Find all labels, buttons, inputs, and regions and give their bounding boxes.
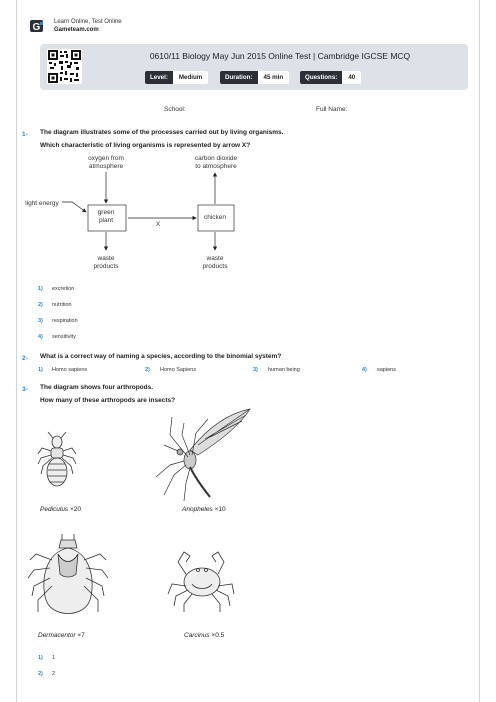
questions-label: Questions: [300, 71, 342, 84]
questions-badge [300, 71, 361, 84]
option-number: 3) [253, 367, 258, 373]
answer-option[interactable]: respiration [52, 318, 78, 324]
option-number: 3) [38, 318, 43, 324]
answer-option[interactable]: sensitivity [52, 334, 76, 340]
brand[interactable] [30, 18, 122, 34]
option-number: 2) [38, 671, 43, 677]
light-energy-label: light energy [25, 200, 59, 207]
test-title: 0610/11 Biology May Jun 2015 Online Test | Cambridge IGCSE MCQ [149, 51, 411, 61]
brand-text [54, 18, 122, 34]
level-badge [145, 71, 208, 84]
co2-label: carbon dioxide [194, 155, 238, 162]
chicken-label: chicken [203, 214, 227, 221]
answer-option[interactable]: 2 [52, 671, 56, 677]
figure-caption: Dermacentor ×7 [38, 632, 85, 639]
answer-option[interactable]: Homo sapiens [52, 367, 88, 373]
level-label: Level: [145, 71, 173, 84]
questions-value: 40 [342, 71, 361, 84]
mosquito-illustration [150, 405, 260, 505]
figure-caption: Carcinus ×0.5 [184, 632, 225, 639]
waste-label: products [93, 263, 119, 270]
oxygen-label: oxygen from [88, 155, 124, 162]
louse-illustration [32, 430, 82, 498]
question-text: How many of these arthropods are insects? [40, 397, 176, 404]
co2-label: to atmosphere [195, 163, 237, 170]
question-number: 3- [22, 386, 28, 393]
school-label: School: [164, 106, 186, 113]
option-number: 1) [38, 286, 43, 292]
figure-caption: Anopheles ×10 [182, 506, 226, 513]
waste-label: waste [206, 255, 224, 262]
option-number: 4) [38, 334, 43, 340]
option-number: 2) [145, 367, 150, 373]
waste-label: products [202, 263, 228, 270]
gameteam-logo-icon [30, 19, 44, 33]
answer-option[interactable]: Homo Sapiens [160, 367, 197, 373]
duration-label: Duration: [220, 71, 258, 84]
question-number: 1- [22, 131, 28, 138]
question-text: The diagram shows four arthropods. [40, 384, 154, 391]
svg-text:G: G [32, 22, 41, 33]
answer-option[interactable]: excretion [52, 286, 75, 292]
level-value: Medium [173, 71, 208, 84]
answer-option[interactable]: human being [268, 367, 300, 373]
duration-badge [220, 71, 289, 84]
oxygen-label: atmosphere [88, 163, 124, 170]
brand-tagline: Learn Online, Test Online [54, 19, 122, 25]
waste-label: waste [97, 255, 115, 262]
test-header [40, 44, 468, 90]
option-number: 1) [38, 367, 43, 373]
answer-option[interactable]: sapiens [377, 367, 396, 373]
crab-illustration [166, 544, 236, 614]
tick-illustration [28, 530, 108, 626]
full-name-label: Full Name: [316, 106, 348, 113]
question-text: What is a correct way of naming a species, according to the binomial system? [40, 353, 282, 360]
duration-value: 45 min [258, 71, 290, 84]
answer-option[interactable]: 1 [52, 655, 56, 661]
option-number: 4) [362, 367, 367, 373]
brand-site: Gameteam.com [54, 27, 99, 33]
qr-code-icon [47, 49, 82, 84]
energy-flow-diagram [22, 150, 282, 275]
arrow-x-label: X [155, 221, 161, 228]
plant-label: plant [98, 217, 114, 224]
option-number: 1) [38, 655, 43, 661]
question-number: 2- [22, 355, 28, 362]
option-number: 2) [38, 302, 43, 308]
question-text: Which characteristic of living organisms is represented by arrow X? [40, 142, 251, 149]
question-text: The diagram illustrates some of the processes carried out by living organisms. [40, 129, 284, 136]
plant-label: green [97, 209, 115, 216]
answer-option[interactable]: nutrition [52, 302, 72, 308]
figure-caption: Pediculus ×20 [40, 506, 82, 513]
